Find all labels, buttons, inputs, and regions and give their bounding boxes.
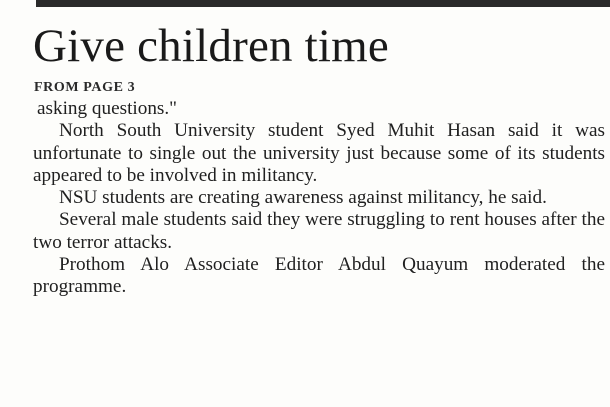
paragraph: Prothom Alo Associate Editor Abdul Quayum moderated the programme. — [33, 254, 605, 298]
top-rule — [36, 0, 610, 7]
headline: Give children time — [33, 20, 389, 72]
article-body — [33, 98, 605, 299]
paragraph: asking questions." — [37, 98, 178, 119]
continued-from-label: FROM PAGE 3 — [34, 80, 136, 95]
paragraph: Several male students said they were struggling to rent houses after the two terror attacks. — [33, 209, 605, 253]
paragraph: NSU students are creating awareness against militancy, he said. — [59, 187, 547, 209]
paragraph: North South University student Syed Muhit Hasan said it was unfortunate to single out the university just because some of its students appeared to be involved in militancy. — [33, 120, 605, 186]
